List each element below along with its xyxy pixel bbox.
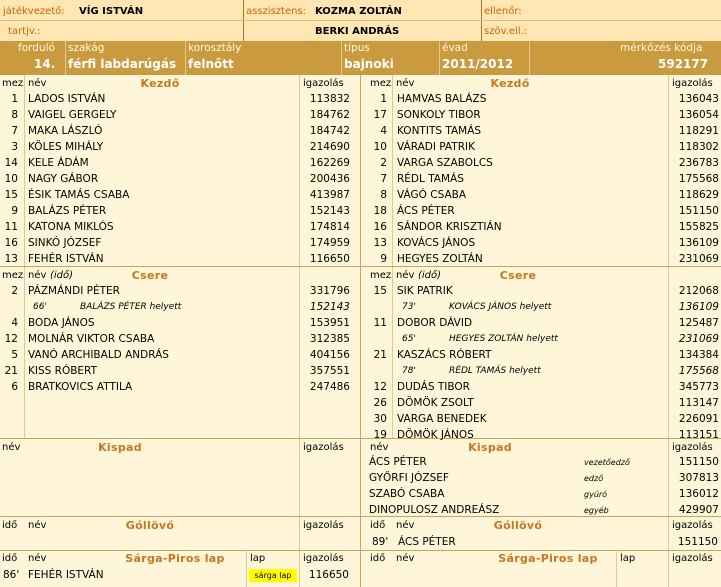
away-bench-row <box>369 454 721 470</box>
home-starter-row <box>0 139 360 155</box>
away-starter-license-id: 175568 <box>678 173 719 185</box>
home-starter-shirt-number: 1 <box>11 93 18 105</box>
away-sub-substitution-detail <box>369 363 721 379</box>
away-sub-shirt-number: 26 <box>373 397 387 409</box>
referee-label: játékvezető: <box>3 6 65 17</box>
away-sub-shirt-number: 21 <box>373 349 387 361</box>
home-starter-license-id: 413987 <box>309 189 350 201</box>
home-starter-shirt-number: 7 <box>11 125 18 137</box>
away-starter-player-name: SONKOLY TIBOR <box>397 109 481 121</box>
assistant-2-name: BERKI ANDRÁS <box>315 26 400 37</box>
home-sub-row <box>0 315 360 331</box>
away-sub-player-name: DOBOR DÁVID <box>397 317 473 329</box>
home-starter-shirt-number: 9 <box>11 205 18 217</box>
away-sub-row <box>369 379 721 395</box>
away-bench-id: 429907 <box>678 504 719 516</box>
away-bench-name: GYŐRFI JÓZSEF <box>369 472 449 484</box>
away-sub-sub-replaced-id: 231069 <box>678 333 719 345</box>
home-starter-license-id: 152143 <box>309 205 350 217</box>
away-starter-player-name: HAMVAS BALÁZS <box>397 93 487 105</box>
away-bench-name: ÁCS PÉTER <box>369 456 427 468</box>
home-starter-row <box>0 219 360 235</box>
home-sub-shirt-number: 2 <box>11 285 18 297</box>
away-sub-substitution-detail <box>369 331 721 347</box>
round-label: forduló <box>18 42 55 54</box>
home-starter-shirt-number: 14 <box>4 157 18 169</box>
season-value: 2011/2012 <box>442 57 514 71</box>
home-sub-license-id: 312385 <box>309 333 350 345</box>
home-bench-title: Kispad <box>98 441 142 454</box>
away-starter-player-name: VARGA SZABOLCS <box>397 157 493 169</box>
home-sub-sub-replaced: BALÁZS PÉTER helyett <box>80 302 182 312</box>
away-starter-shirt-number: 1 <box>380 93 387 105</box>
away-sub-row <box>369 395 721 411</box>
home-sub-row <box>0 347 360 363</box>
away-sub-shirt-number: 19 <box>373 429 387 441</box>
age-group-value: felnőtt <box>188 57 234 71</box>
home-starter-shirt-number: 15 <box>4 189 18 201</box>
home-starter-license-id: 113832 <box>309 93 350 105</box>
type-value: bajnoki <box>344 57 394 71</box>
home-sub-shirt-number: 12 <box>4 333 18 345</box>
branch-label: szakág <box>68 42 105 54</box>
away-bench-role: edző <box>584 474 604 483</box>
away-bench-role: egyéb <box>584 506 609 515</box>
away-starter-row <box>369 155 721 171</box>
home-starter-row <box>0 91 360 107</box>
away-sub-substitution-detail <box>369 299 721 315</box>
away-starter-shirt-number: 7 <box>380 173 387 185</box>
season-label: évad <box>442 42 468 54</box>
away-sub-license-id: 226091 <box>678 413 719 425</box>
divider <box>65 41 66 75</box>
away-sub-license-id: 212068 <box>678 285 719 297</box>
away-starters-title: Kezdő <box>490 77 530 90</box>
type-label: típus <box>344 42 370 54</box>
age-group-label: korosztály <box>188 42 242 54</box>
away-bench-role: gyúró <box>584 490 608 499</box>
home-starter-row <box>0 171 360 187</box>
home-starter-license-id: 162269 <box>309 157 350 169</box>
away-sub-license-id: 134384 <box>678 349 719 361</box>
home-starter-shirt-number: 10 <box>4 173 18 185</box>
home-starter-player-name: NAGY GÁBOR <box>28 173 99 185</box>
away-card-name-header: név <box>396 553 415 564</box>
away-sub-sub-replaced-id: 175568 <box>678 365 719 377</box>
home-mez-header: mez <box>2 78 24 89</box>
away-starter-row <box>369 139 721 155</box>
home-sub-mez-header: mez <box>2 270 24 281</box>
officials-header <box>0 0 721 41</box>
home-sub-substitution-detail <box>0 299 360 315</box>
away-starter-shirt-number: 18 <box>373 205 387 217</box>
home-sub-shirt-number: 21 <box>4 365 18 377</box>
away-goal-id: 151150 <box>677 536 718 548</box>
home-starters-title: Kezdő <box>140 77 180 90</box>
away-id-header: igazolás <box>672 78 713 89</box>
away-sub-license-id: 113151 <box>678 429 719 441</box>
away-bench-id: 136012 <box>678 488 719 500</box>
home-sub-shirt-number: 5 <box>11 349 18 361</box>
home-starter-row <box>0 251 360 267</box>
away-starter-player-name: HEGYES ZOLTÁN <box>397 253 483 265</box>
away-sub-license-id: 125487 <box>678 317 719 329</box>
away-starter-license-id: 136043 <box>678 93 719 105</box>
away-bench-name-header: név <box>370 442 389 453</box>
home-card-player: FEHÉR ISTVÁN <box>28 569 104 581</box>
branch-value: férfi labdarúgás <box>68 57 177 71</box>
away-bench-id-header: igazolás <box>672 442 713 453</box>
home-starter-player-name: FEHÉR ISTVÁN <box>28 253 104 265</box>
home-starter-player-name: MAKA LÁSZLÓ <box>28 125 103 137</box>
union-controller-label: szöv.ell.: <box>484 26 528 37</box>
divider <box>529 41 530 75</box>
away-mez-header: mez <box>370 78 392 89</box>
home-name-header: név <box>28 78 47 89</box>
away-starter-shirt-number: 8 <box>380 189 387 201</box>
away-bench-row <box>369 470 721 486</box>
away-goals-title: Góllövő <box>493 519 543 532</box>
home-subs-title: Csere <box>131 269 169 282</box>
away-sub-sub-minute: 78' <box>402 366 416 376</box>
divider <box>439 41 440 75</box>
home-sub-sub-minute: 66' <box>33 302 47 312</box>
away-sub-player-name: DÖMÖK JÁNOS <box>397 429 474 441</box>
away-starter-row <box>369 171 721 187</box>
away-bench-name: SZABÓ CSABA <box>369 488 445 500</box>
home-sub-license-id: 331796 <box>309 285 350 297</box>
away-starter-license-id: 118302 <box>678 141 719 153</box>
home-sub-player-name: VANÓ ARCHIBALD ANDRÁS <box>28 349 169 361</box>
home-goal-time-header: idő <box>2 520 18 531</box>
home-starter-player-name: LADOS ISTVÁN <box>28 93 106 105</box>
home-card-name-header: név <box>28 553 47 564</box>
home-sub-license-id: 357551 <box>309 365 350 377</box>
away-starter-license-id: 118629 <box>678 189 719 201</box>
home-starter-license-id: 116650 <box>309 253 350 265</box>
away-starter-row <box>369 251 721 267</box>
home-starter-row <box>0 107 360 123</box>
away-sub-name-header: név <box>396 270 415 281</box>
away-sub-player-name: DUDÁS TIBOR <box>397 381 470 393</box>
home-starter-shirt-number: 16 <box>4 237 18 249</box>
home-starter-row <box>0 123 360 139</box>
home-starter-shirt-number: 3 <box>11 141 18 153</box>
away-sub-time-header: (idő) <box>418 270 442 281</box>
home-sub-shirt-number: 6 <box>11 381 18 393</box>
home-sub-license-id: 404156 <box>309 349 350 361</box>
home-starter-row <box>0 155 360 171</box>
away-bench-role: vezetőedző <box>584 458 630 467</box>
away-goal-time-header: idő <box>370 520 386 531</box>
away-starter-shirt-number: 10 <box>373 141 387 153</box>
assistant-label: asszisztens: <box>246 6 307 17</box>
away-goal-time: 89' <box>372 536 389 548</box>
home-cards-title: Sárga-Piros lap <box>125 552 225 565</box>
divider <box>616 550 617 587</box>
away-sub-sub-replaced: HEGYES ZOLTÁN helyett <box>449 334 558 344</box>
home-starter-license-id: 184762 <box>309 109 350 121</box>
fourth-official-label: tartjv.: <box>8 26 41 37</box>
away-sub-player-name: SIK PATRIK <box>397 285 453 297</box>
away-starter-player-name: SÁNDOR KRISZTIÁN <box>397 221 502 233</box>
home-sub-player-name: PÁZMÁNDI PÉTER <box>28 285 120 297</box>
home-starter-license-id: 200436 <box>309 173 350 185</box>
away-sub-player-name: DÖMÖK ZSOLT <box>397 397 474 409</box>
away-sub-row <box>369 315 721 331</box>
referee-name: VÍG ISTVÁN <box>79 6 144 17</box>
match-info-band <box>0 41 721 75</box>
home-sub-name-header: név <box>28 270 47 281</box>
home-starter-license-id: 174814 <box>309 221 350 233</box>
away-bench-id: 307813 <box>678 472 719 484</box>
home-starter-row <box>0 235 360 251</box>
away-starter-player-name: RÉDL TAMÁS <box>397 173 464 185</box>
away-starter-license-id: 136054 <box>678 109 719 121</box>
away-starter-row <box>369 187 721 203</box>
home-card-id: 116650 <box>308 569 349 581</box>
home-starter-shirt-number: 8 <box>11 109 18 121</box>
divider <box>341 41 342 75</box>
away-sub-sub-minute: 65' <box>402 334 416 344</box>
away-sub-mez-header: mez <box>370 270 392 281</box>
away-bench-title: Kispad <box>468 441 512 454</box>
away-starter-license-id: 151150 <box>678 205 719 217</box>
away-starter-license-id: 236783 <box>678 157 719 169</box>
away-starter-row <box>369 123 721 139</box>
away-card-id-header: igazolás <box>672 553 713 564</box>
away-starter-license-id: 136109 <box>678 237 719 249</box>
away-subs-title: Csere <box>499 269 537 282</box>
team-divider <box>360 75 361 587</box>
home-sub-player-name: BODA JÁNOS <box>28 317 95 329</box>
home-goal-id-header: igazolás <box>303 520 344 531</box>
away-starter-shirt-number: 16 <box>373 221 387 233</box>
away-starter-row <box>369 107 721 123</box>
home-card-time-header: idő <box>2 553 18 564</box>
home-sub-row <box>0 363 360 379</box>
match-code-value: 592177 <box>658 57 709 71</box>
home-starter-shirt-number: 11 <box>4 221 18 233</box>
assistant-1-name: KOZMA ZOLTÁN <box>315 6 402 17</box>
home-sub-row <box>0 379 360 395</box>
away-starter-shirt-number: 2 <box>380 157 387 169</box>
away-starter-player-name: KONTITS TAMÁS <box>397 125 482 137</box>
away-sub-sub-replaced: KOVÁCS JÁNOS helyett <box>449 302 552 312</box>
away-sub-shirt-number: 30 <box>373 413 387 425</box>
home-starter-player-name: KELE ÁDÁM <box>28 157 89 169</box>
away-sub-sub-replaced-id: 136109 <box>678 301 719 313</box>
home-starter-license-id: 184742 <box>309 125 350 137</box>
away-starter-player-name: KOVÁCS JÁNOS <box>397 237 476 249</box>
yellow-card-badge: sárga lap <box>249 569 297 582</box>
away-starter-row <box>369 235 721 251</box>
home-bench-id-header: igazolás <box>303 442 344 453</box>
divider <box>185 41 186 75</box>
home-card-id-header: igazolás <box>303 553 344 564</box>
home-sub-time-header: (idő) <box>50 270 74 281</box>
away-starter-player-name: VÁRADI PATRIK <box>397 141 475 153</box>
match-code-label: mérkőzés kódja <box>620 42 703 54</box>
away-sub-player-name: VARGA BENEDEK <box>397 413 487 425</box>
home-starter-player-name: KÖLES MIHÁLY <box>28 141 104 153</box>
away-bench-id: 151150 <box>678 456 719 468</box>
away-starter-row <box>369 219 721 235</box>
home-sub-license-id: 153951 <box>309 317 350 329</box>
away-name-header: név <box>396 78 415 89</box>
home-bench-name-header: név <box>2 442 21 453</box>
home-starter-shirt-number: 13 <box>4 253 18 265</box>
away-cards-title: Sárga-Piros lap <box>498 552 598 565</box>
away-card-time-header: idő <box>370 553 386 564</box>
home-sub-row <box>0 283 360 299</box>
home-card-row <box>0 567 360 583</box>
away-starter-shirt-number: 17 <box>373 109 387 121</box>
home-card-time: 86' <box>3 569 20 581</box>
away-sub-row <box>369 347 721 363</box>
home-starter-player-name: VAIGEL GERGELY <box>28 109 117 121</box>
away-sub-row <box>369 283 721 299</box>
away-goal-name-header: név <box>396 520 415 531</box>
away-sub-sub-minute: 73' <box>402 302 416 312</box>
home-id-header: igazolás <box>303 78 344 89</box>
away-starter-shirt-number: 13 <box>373 237 387 249</box>
divider <box>0 20 721 21</box>
home-starter-player-name: SINKÓ JÓZSEF <box>28 237 102 249</box>
home-starter-player-name: KATONA MIKLÓS <box>28 221 114 233</box>
away-sub-license-id: 345773 <box>678 381 719 393</box>
home-sub-shirt-number: 4 <box>11 317 18 329</box>
away-starter-row <box>369 91 721 107</box>
away-card-type-header: lap <box>620 553 636 564</box>
away-bench-name: DINOPULOSZ ANDREÁSZ <box>369 504 500 516</box>
away-sub-row <box>369 427 721 443</box>
away-starter-shirt-number: 4 <box>380 125 387 137</box>
away-starter-license-id: 118291 <box>678 125 719 137</box>
away-sub-shirt-number: 11 <box>373 317 387 329</box>
away-starter-row <box>369 203 721 219</box>
home-goal-name-header: név <box>28 520 47 531</box>
away-sub-player-name: KASZÁCS RÓBERT <box>397 349 492 361</box>
away-bench-row <box>369 486 721 502</box>
away-goal-row <box>0 534 721 550</box>
away-starter-license-id: 231069 <box>678 253 719 265</box>
round-value: 14. <box>34 57 56 71</box>
home-sub-license-id: 247486 <box>309 381 350 393</box>
home-starter-row <box>0 187 360 203</box>
away-starter-player-name: VÁGÓ CSABA <box>397 189 467 201</box>
home-sub-player-name: KISS RÓBERT <box>28 365 97 377</box>
home-sub-row <box>0 331 360 347</box>
away-starter-shirt-number: 9 <box>380 253 387 265</box>
away-sub-sub-replaced: RÉDL TAMÁS helyett <box>449 366 541 376</box>
away-sub-row <box>369 411 721 427</box>
home-starter-license-id: 214690 <box>309 141 350 153</box>
away-goal-scorer: ÁCS PÉTER <box>398 536 456 548</box>
away-sub-shirt-number: 12 <box>373 381 387 393</box>
section-divider <box>0 550 721 551</box>
away-starter-player-name: ÁCS PÉTER <box>397 205 455 217</box>
home-sub-player-name: BRATKOVICS ATTILA <box>28 381 133 393</box>
home-starter-player-name: ÉSIK TAMÁS CSABA <box>28 189 130 201</box>
away-bench-row <box>369 502 721 518</box>
away-sub-shirt-number: 15 <box>373 285 387 297</box>
away-sub-license-id: 113147 <box>678 397 719 409</box>
home-starter-player-name: BALÁZS PÉTER <box>28 205 107 217</box>
home-card-type-header: lap <box>250 553 266 564</box>
home-sub-sub-replaced-id: 152143 <box>309 301 350 313</box>
away-starter-license-id: 155825 <box>678 221 719 233</box>
away-goal-id-header: igazolás <box>672 520 713 531</box>
home-starter-license-id: 174959 <box>309 237 350 249</box>
home-goals-title: Góllövő <box>125 519 175 532</box>
home-sub-player-name: MOLNÁR VIKTOR CSABA <box>28 333 155 345</box>
home-starter-row <box>0 203 360 219</box>
controller-label: ellenőr: <box>484 6 522 17</box>
